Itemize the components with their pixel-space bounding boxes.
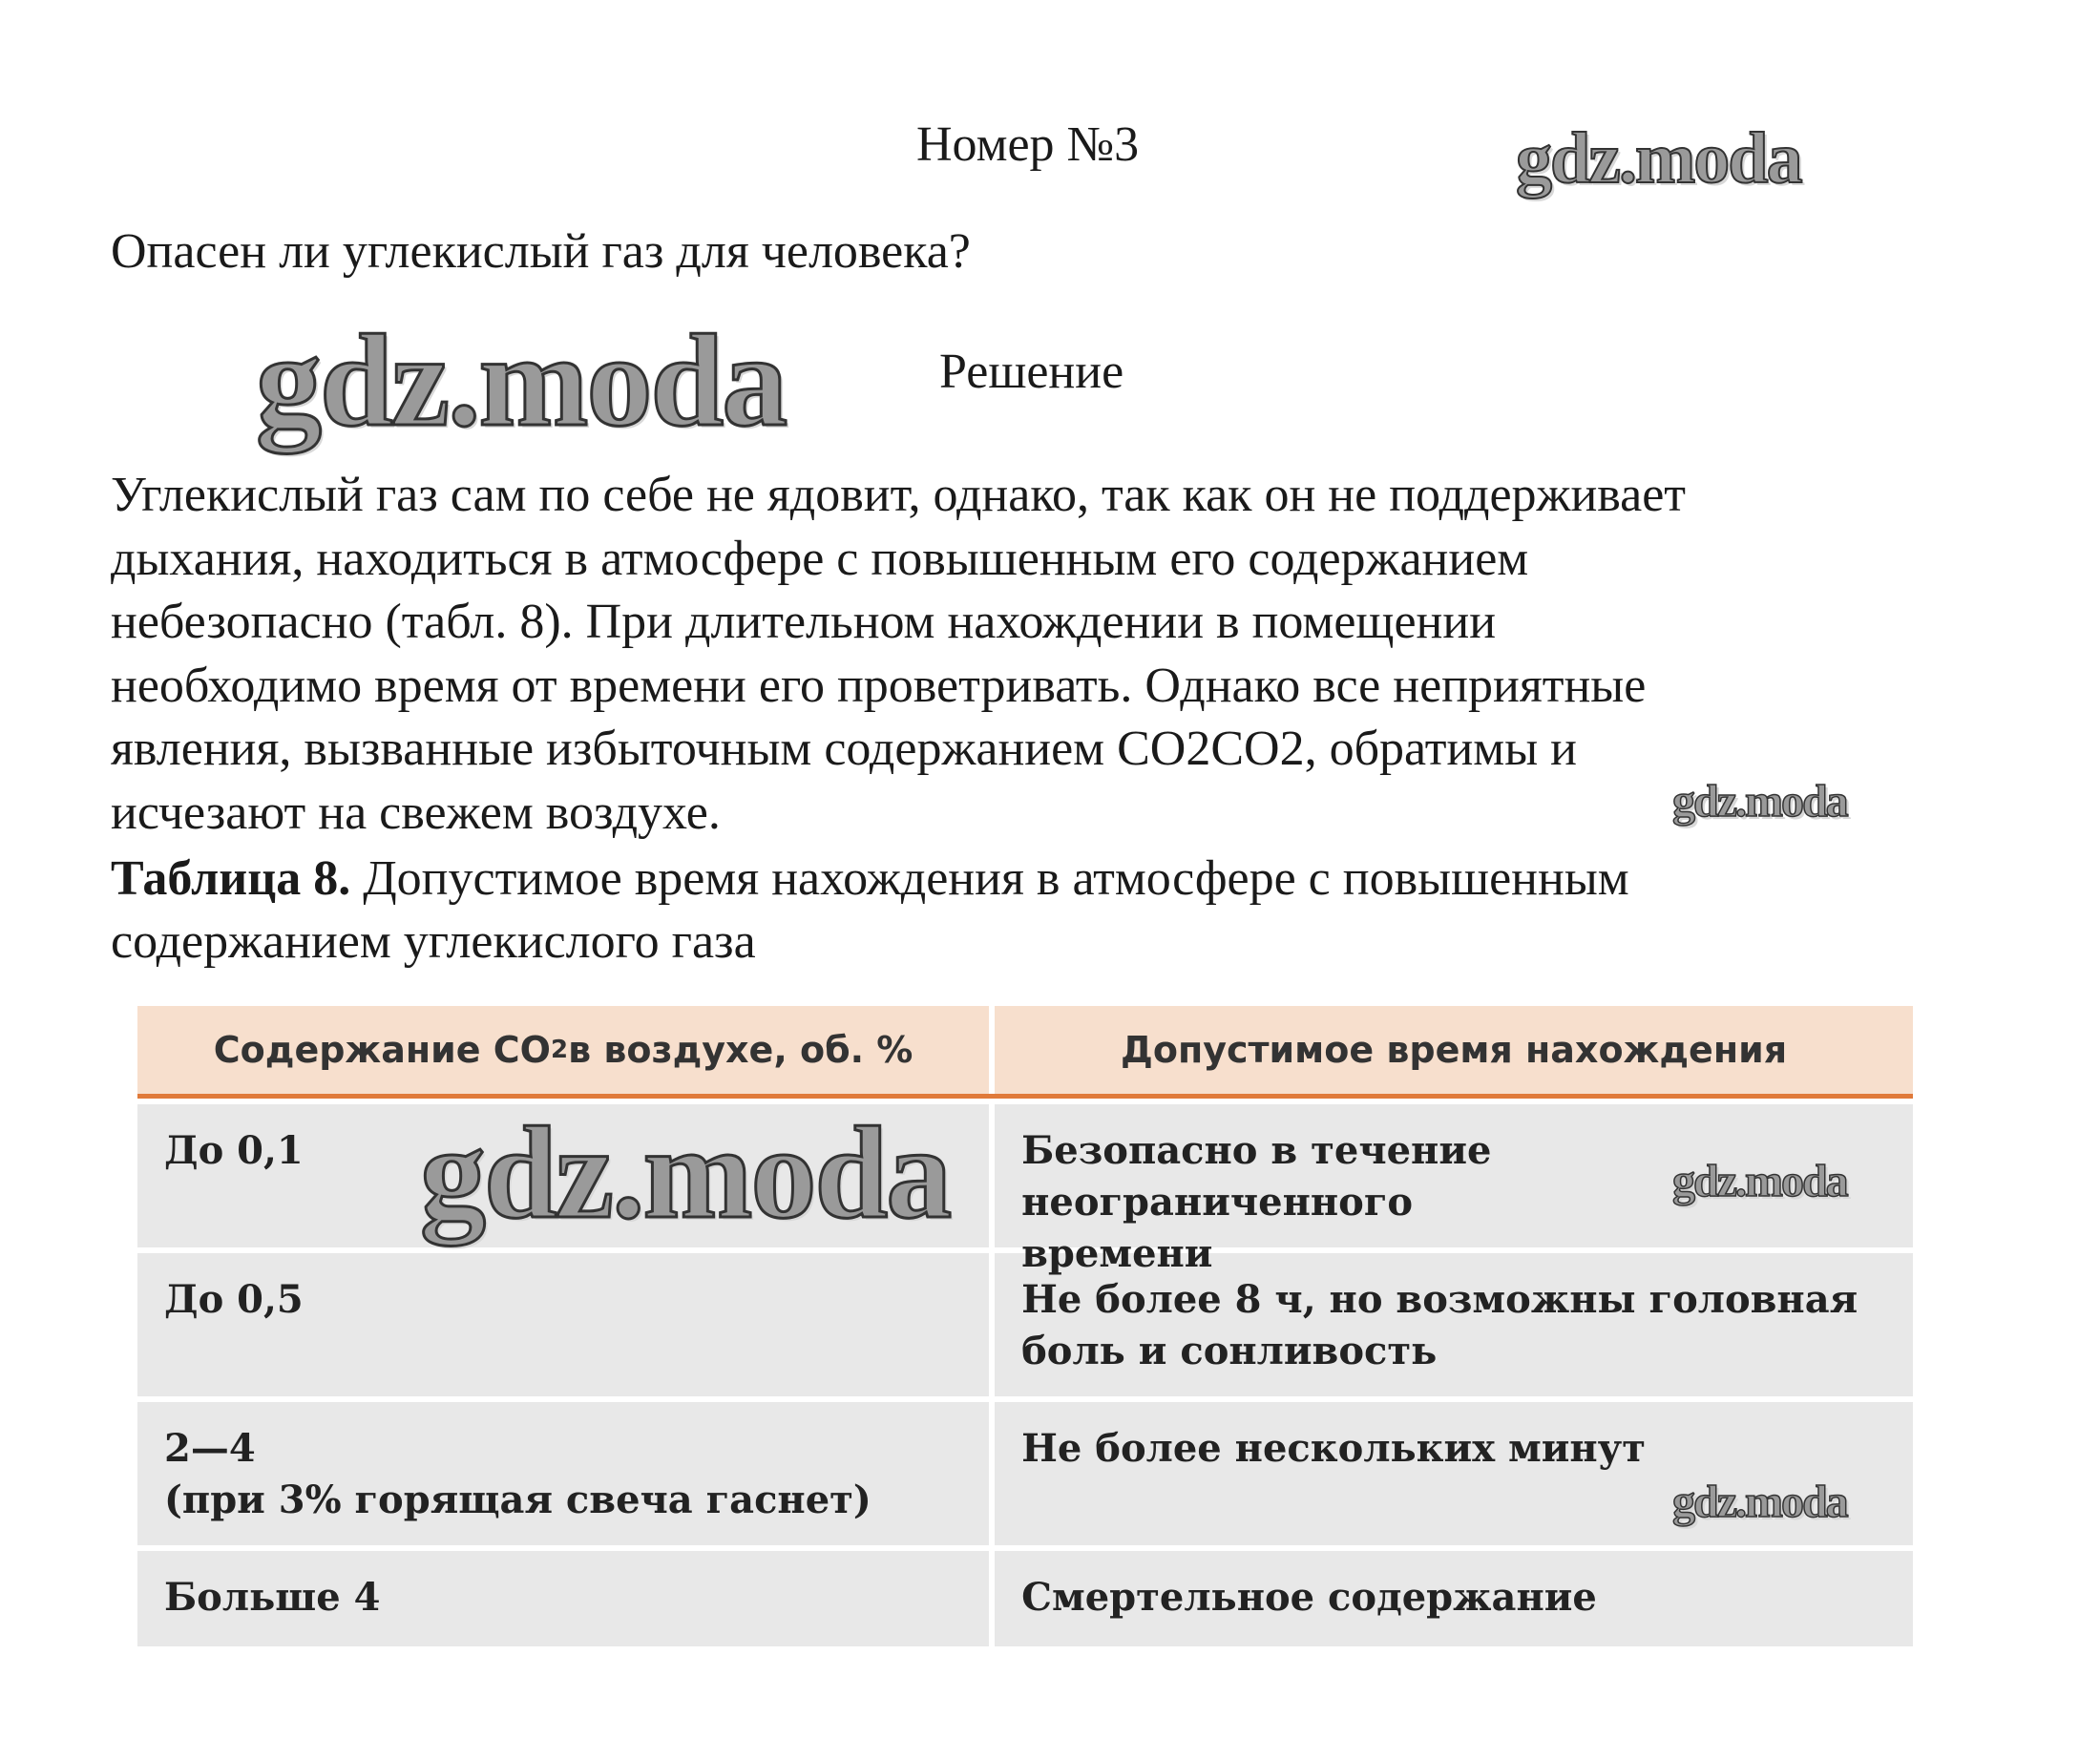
- watermark-logo: gdz.moda: [420, 1100, 951, 1246]
- table-cell: До 0,1: [164, 1128, 304, 1173]
- question-text: Опасен ли углекислый газ для человека?: [111, 224, 971, 279]
- answer-line: необходимо время от времени его проветривать. Однако все неприятные: [111, 658, 1647, 713]
- table-caption-text: содержанием углекислого газа: [111, 914, 756, 969]
- answer-line: Углекислый газ сам по себе не ядовит, однако, так как он не поддерживает: [111, 468, 1687, 522]
- watermark-logo: gdz.moda: [1516, 118, 1801, 199]
- solution-heading: Решение: [939, 345, 1124, 399]
- table-cell: Смертельное содержание: [1021, 1575, 1597, 1620]
- co2-table: [137, 1006, 1913, 1646]
- table-header-cell: Содержание CO 2 в воздухе, об. %: [213, 1029, 914, 1071]
- table-cell: 2—4 (при 3% горящая свеча гаснет): [164, 1426, 872, 1522]
- table-cell: Не более 8 ч, но возможны головная боль и сонливость: [1021, 1277, 1858, 1373]
- table-row: [137, 1396, 1913, 1545]
- table-caption: [111, 848, 2020, 974]
- watermark-logo: gdz.moda: [1672, 776, 1847, 827]
- watermark-logo: gdz.moda: [256, 307, 787, 453]
- table-header-row: [137, 1006, 1913, 1099]
- watermark-logo: gdz.moda: [1672, 1156, 1847, 1206]
- answer-line: исчезают на свежем воздухе.: [111, 785, 721, 840]
- answer-line: явления, вызванные избыточным содержанием CO2CO2, обратимы и: [111, 722, 1577, 776]
- table-cell: Безопасно в течение неограниченного времени: [1021, 1128, 1492, 1276]
- answer-line: дыхания, находиться в атмосфере с повышенным его содержанием: [111, 531, 1529, 586]
- table-row: [137, 1099, 1913, 1276]
- table-cell: Больше 4: [164, 1575, 381, 1620]
- table-row: [137, 1545, 1913, 1646]
- table-row: [137, 1247, 1913, 1396]
- table-caption-label: Таблица 8.: [111, 851, 351, 906]
- answer-line: небезопасно (табл. 8). При длительном нахождении в помещении: [111, 595, 1497, 649]
- table-cell: До 0,5: [164, 1277, 304, 1322]
- table-caption-text: Допустимое время нахождения в атмосфере с повышенным: [350, 851, 1629, 906]
- watermark-logo: gdz.moda: [1672, 1477, 1847, 1527]
- page-title: Номер №3: [916, 117, 1140, 172]
- table-header-cell: Допустимое время нахождения: [1121, 1029, 1788, 1071]
- table-cell: Не более нескольких минут: [1021, 1426, 1647, 1471]
